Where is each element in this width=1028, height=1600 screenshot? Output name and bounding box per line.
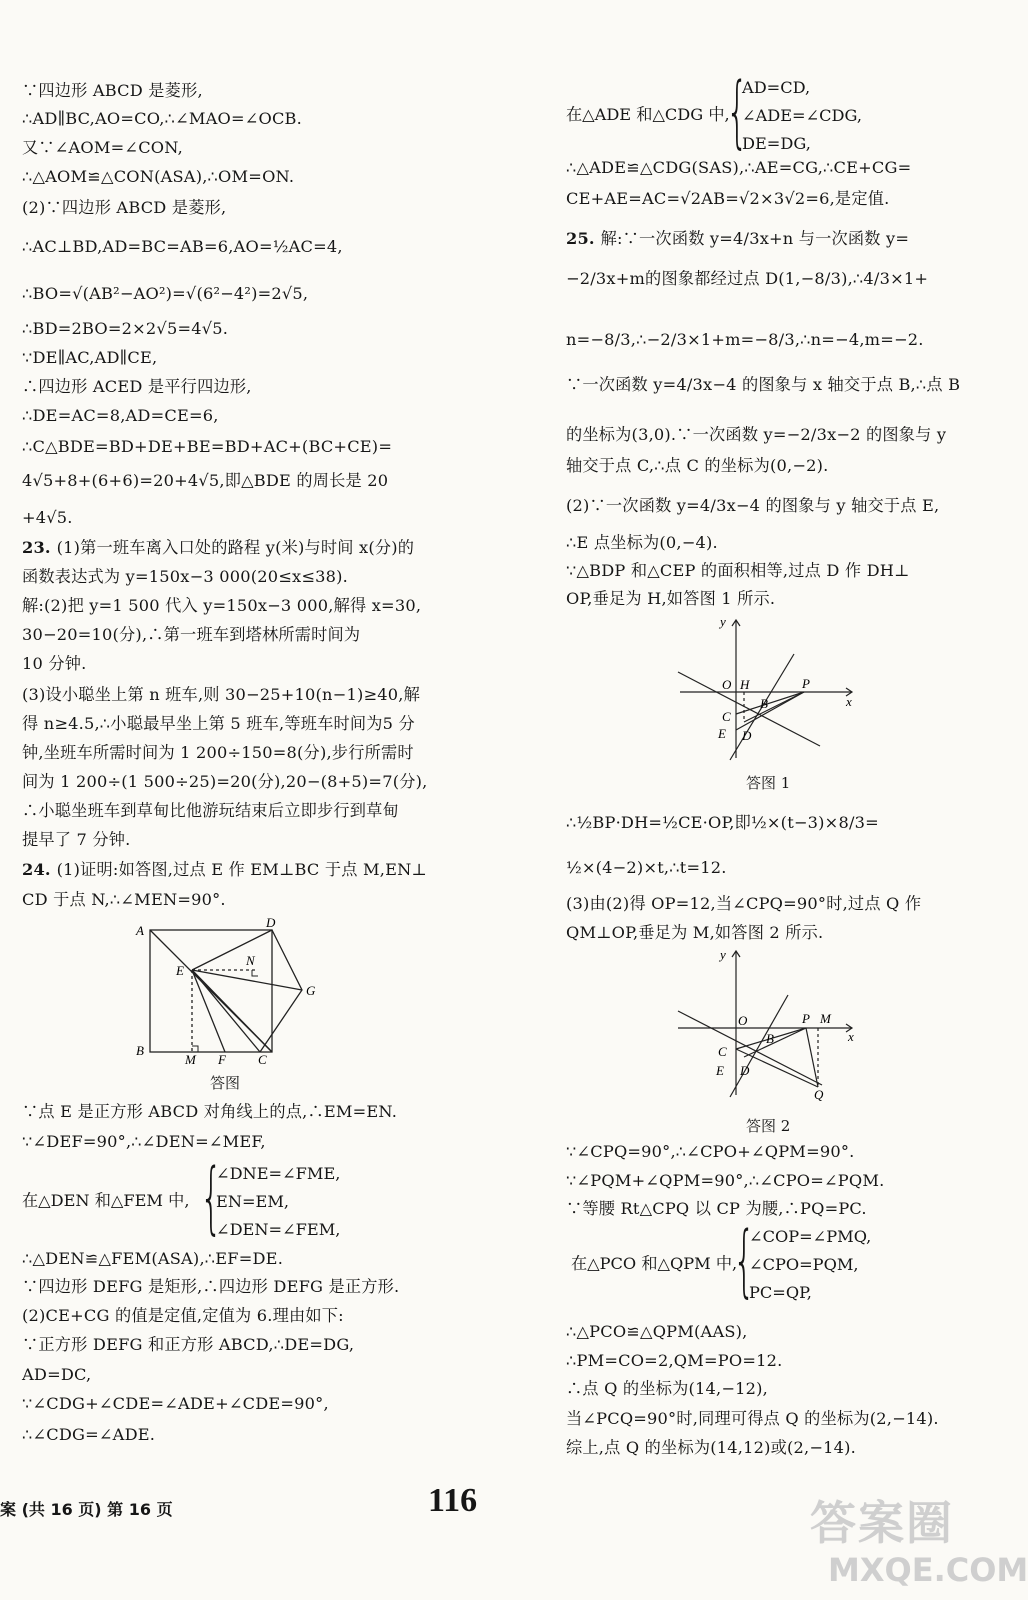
text-line: 综上,点 Q 的坐标为(14,12)或(2,−14). [566, 1438, 856, 1457]
text-line: ∴C△BDE=BD+DE+BE=BD+AC+(BC+CE)= [22, 437, 393, 456]
fig-label: x [848, 1029, 854, 1044]
text-line: 当∠PCQ=90°时,同理可得点 Q 的坐标为(2,−14). [566, 1409, 939, 1428]
text-line: (2)CE+CG 的值是定值,定值为 6.理由如下: [22, 1306, 344, 1325]
text-line: ∴PM=CO=2,QM=PO=12. [566, 1351, 783, 1370]
text-line: ∴E 点坐标为(0,−4). [566, 533, 718, 552]
brace-symbol: { [733, 1216, 756, 1306]
text-line: ∴∠CDG=∠ADE. [22, 1425, 156, 1444]
brace-item: DE=DG, [742, 134, 811, 153]
text-line: (2)∵一次函数 y=4/3x−4 的图象与 y 轴交于点 E, [566, 496, 940, 515]
brace-item: ∠CPO=PQM, [749, 1255, 859, 1274]
fig-label: E [718, 726, 726, 741]
text-line: ∵点 E 是正方形 ABCD 对角线上的点,∴EM=EN. [22, 1102, 398, 1121]
text-line: +4√5. [22, 508, 73, 527]
text-line: CE+AE=AC=√2AB=√2×3√2=6,是定值. [566, 189, 890, 208]
brace-symbol: { [726, 67, 749, 157]
brace-item: PC=QP, [749, 1283, 812, 1302]
brace-label: 在△PCO 和△QPM 中, [571, 1254, 738, 1273]
text-line: ∵一次函数 y=4/3x−4 的图象与 x 轴交于点 B,∴点 B [566, 375, 961, 394]
text-line: ∵∠CPQ=90°,∴∠CPO+∠QPM=90°. [566, 1142, 855, 1161]
text-line: ∴½BP·DH=½CE·OP,即½×(t−3)×8/3= [566, 813, 879, 832]
square-figure [130, 915, 330, 1065]
text-line: ½×(4−2)×t,∴t=12. [566, 858, 727, 877]
graph-figure-1 [670, 610, 870, 760]
fig-label: B [766, 1031, 774, 1046]
text-line: ∴△DEN≌△FEM(ASA),∴EF=DE. [22, 1249, 284, 1268]
text-line: OP,垂足为 H,如答图 1 所示. [566, 589, 776, 608]
fig-label: B [760, 696, 768, 711]
text-line: ∴AD∥BC,AO=CO,∴∠MAO=∠OCB. [22, 109, 302, 128]
brace-label: 在△DEN 和△FEM 中, [22, 1191, 190, 1210]
text-line: AD=DC, [22, 1365, 92, 1384]
fig-label: Q [814, 1087, 824, 1102]
fig-label: P [802, 1011, 810, 1026]
fig-label: x [846, 694, 852, 709]
text-line: ∵∠PQM+∠QPM=90°,∴∠CPO=∠PQM. [566, 1171, 885, 1190]
text-line: ∵∠CDG+∠CDE=∠ADE+∠CDE=90°, [22, 1394, 329, 1413]
fig-label: M [185, 1052, 196, 1067]
text-line: 函数表达式为 y=150x−3 000(20≤x≤38). [22, 567, 348, 586]
watermark-logo [810, 1487, 1028, 1597]
text-line: ∴点 Q 的坐标为(14,−12), [566, 1379, 768, 1398]
text-line: (2)∵四边形 ABCD 是菱形, [22, 198, 227, 217]
fig-label: N [246, 953, 255, 968]
text-line: ∵∠DEF=90°,∴∠DEN=∠MEF, [22, 1132, 266, 1151]
text-line: ∴小聪坐班车到草甸比他游玩结束后立即步行到草甸 [22, 801, 399, 820]
text-line: ∵△BDP 和△CEP 的面积相等,过点 D 作 DH⊥ [566, 561, 910, 580]
text-line: (3)设小聪坐上第 n 班车,则 30−25+10(n−1)≥40,解 [22, 685, 420, 704]
fig-label: B [136, 1043, 144, 1058]
fig-label: F [218, 1052, 226, 1067]
watermark-text: 答案圈 [810, 1496, 954, 1550]
page-number: 116 [428, 1482, 478, 1519]
text-line: 提早了 7 分钟. [22, 830, 131, 849]
text-line: ∴BD=2BO=2×2√5=4√5. [22, 319, 229, 338]
text-line: ∴BO=√(AB²−AO²)=√(6²−4²)=2√5, [22, 284, 309, 303]
text-line: 4√5+8+(6+6)=20+4√5,即△BDE 的周长是 20 [22, 471, 389, 490]
text-line: ∵正方形 DEFG 和正方形 ABCD,∴DE=DG, [22, 1335, 355, 1354]
fig-label: G [306, 983, 316, 998]
text-line: 30−20=10(分),∴第一班车到塔林所需时间为 [22, 625, 361, 644]
text-line: ∴DE=AC=8,AD=CE=6, [22, 406, 219, 425]
fig-label: C [258, 1052, 267, 1067]
fig-label: A [136, 923, 144, 938]
brace-item: EN=EM, [216, 1192, 290, 1211]
question-number: 23. [22, 538, 57, 557]
text-line: 解:(2)把 y=1 500 代入 y=150x−3 000,解得 x=30, [22, 596, 422, 615]
watermark-url: MXQE.COM [828, 1551, 1028, 1589]
fig-label: M [820, 1011, 831, 1026]
fig-label: C [722, 709, 731, 724]
brace-item: ∠DEN=∠FEM, [216, 1220, 341, 1239]
text-line: QM⊥OP,垂足为 M,如答图 2 所示. [566, 923, 824, 942]
text-line: 钟,坐班车所需时间为 1 200÷150=8(分),步行所需时 [22, 743, 414, 762]
fig-label: H [740, 677, 750, 692]
fig-label: D [266, 915, 276, 930]
text-line: ∵等腰 Rt△CPQ 以 CP 为腰,∴PQ=PC. [566, 1199, 867, 1218]
text-line: CD 于点 N,∴∠MEN=90°. [22, 890, 226, 909]
text-line: 间为 1 200÷(1 500÷25)=20(分),20−(8+5)=7(分), [22, 772, 428, 791]
question-number: 25. [566, 229, 601, 248]
graph-figure-2 [670, 945, 870, 1105]
fig-label: O [738, 1013, 748, 1028]
brace-item: ∠DNE=∠FME, [216, 1164, 341, 1183]
text-line: n=−8/3,∴−2/3×1+m=−8/3,∴n=−4,m=−2. [566, 330, 924, 349]
text-line: 的坐标为(3,0).∵一次函数 y=−2/3x−2 的图象与 y [566, 425, 947, 444]
figure-caption: 答图 1 [746, 774, 791, 792]
fig-label: D [740, 1063, 750, 1078]
brace-item: ∠ADE=∠CDG, [742, 106, 863, 125]
text-line: ∴AC⊥BD,AD=BC=AB=6,AO=½AC=4, [22, 237, 343, 256]
text-line: ∴△ADE≌△CDG(SAS),∴AE=CG,∴CE+CG= [566, 158, 912, 177]
text-line: (3)由(2)得 OP=12,当∠CPQ=90°时,过点 Q 作 [566, 894, 922, 913]
brace-label: 在△ADE 和△CDG 中, [566, 105, 730, 124]
brace-item: AD=CD, [742, 78, 811, 97]
fig-label: O [722, 677, 732, 692]
text-line: ∵DE∥AC,AD∥CE, [22, 348, 158, 367]
text-line: ∴四边形 ACED 是平行四边形, [22, 377, 252, 396]
figure-caption: 答图 2 [746, 1117, 791, 1135]
fig-label: D [742, 728, 752, 743]
text-line: ∴△PCO≌△QPM(AAS), [566, 1322, 748, 1341]
text-line: 23. (1)第一班车离入口处的路程 y(米)与时间 x(分)的 [22, 538, 415, 557]
question-number: 24. [22, 860, 57, 879]
brace-symbol: { [200, 1153, 223, 1243]
text-line: ∴△AOM≌△CON(ASA),∴OM=ON. [22, 167, 295, 186]
fig-label: E [176, 963, 184, 978]
fig-label: P [802, 676, 810, 691]
text-line: −2/3x+m的图象都经过点 D(1,−8/3),∴4/3×1+ [566, 269, 929, 288]
text-line: ∵四边形 DEFG 是矩形,∴四边形 DEFG 是正方形. [22, 1277, 400, 1296]
text-line: ∵四边形 ABCD 是菱形, [22, 81, 203, 100]
text-line: 10 分钟. [22, 654, 87, 673]
text-line: 24. (1)证明:如答图,过点 E 作 EM⊥BC 于点 M,EN⊥ [22, 860, 427, 879]
fig-label: y [720, 614, 726, 629]
text-line: 又∵∠AOM=∠CON, [22, 138, 183, 157]
footer-page-info: 案 (共 16 页) 第 16 页 [0, 1500, 173, 1519]
text-line: 轴交于点 C,∴点 C 的坐标为(0,−2). [566, 456, 829, 475]
text-line: 得 n≥4.5,∴小聪最早坐上第 5 班车,等班车时间为5 分 [22, 714, 415, 733]
fig-label: y [720, 947, 726, 962]
figure-caption: 答图 [210, 1074, 241, 1092]
brace-item: ∠COP=∠PMQ, [749, 1227, 872, 1246]
text-line: 25. 解:∵一次函数 y=4/3x+n 与一次函数 y= [566, 229, 910, 248]
fig-label: E [716, 1063, 724, 1078]
fig-label: C [718, 1044, 727, 1059]
